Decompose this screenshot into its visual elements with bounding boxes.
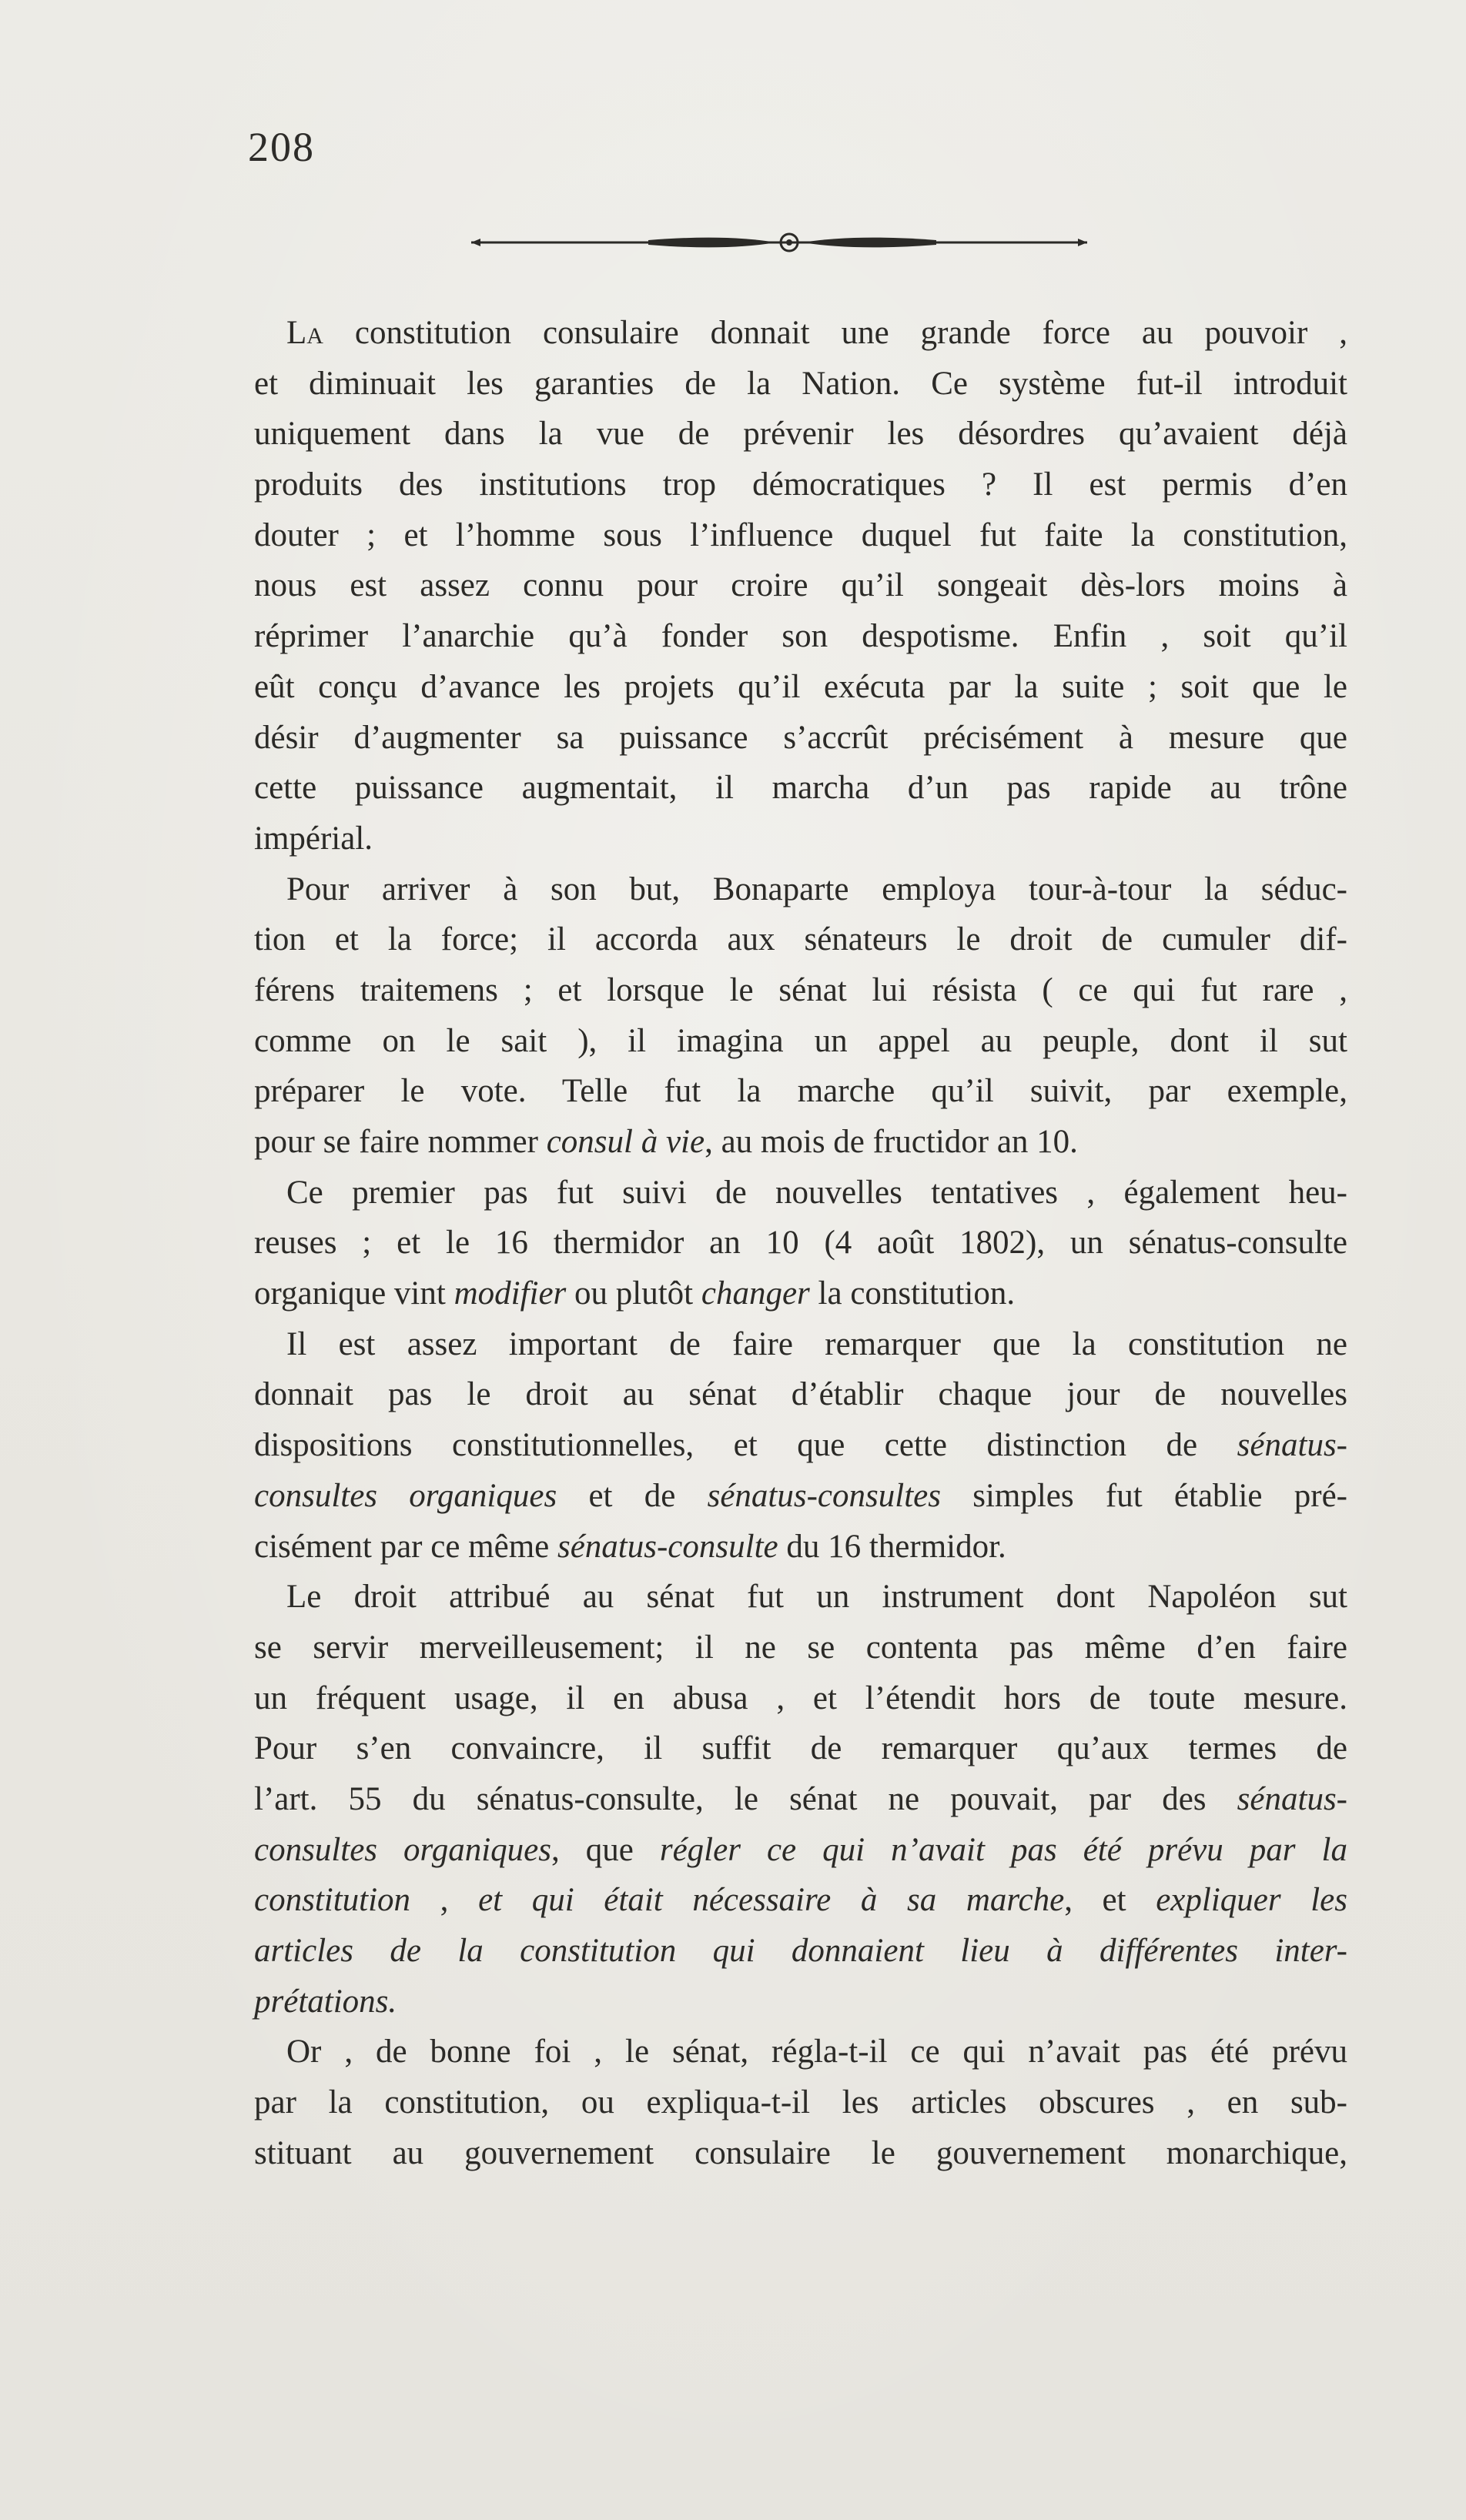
text-line: nous est assez connu pour croire qu’il songeait dès-lors moins à: [254, 567, 1347, 604]
text-span: simples fut établie pré-: [940, 1477, 1347, 1514]
text-line: désir d’augmenter sa puissance s’accrût précisément à mesure que: [254, 719, 1347, 756]
italic-text: sénatus-consultes: [707, 1477, 941, 1514]
text-line: uniquement dans la vue de prévenir les désordres qu’avaient déjà: [254, 416, 1347, 453]
italic-text: consul à vie: [546, 1124, 705, 1160]
text-line: reuses ; et le 16 thermidor an 10 (4 août 1802), un sénatus-consulte: [254, 1225, 1347, 1262]
text-span: ou plutôt: [566, 1275, 701, 1312]
text-line: se servir merveilleusement; il ne se contenta pas même d’en faire: [254, 1629, 1347, 1666]
text-line: et diminuait les garanties de la Nation. Ce système fut-il introduit: [254, 365, 1347, 402]
text-line: produits des institutions trop démocratiques ? Il est permis d’en: [254, 466, 1347, 503]
italic-text: sénatus-: [1237, 1780, 1347, 1817]
text-line: Le droit attribué au sénat fut un instrument dont Napoléon sut: [286, 1579, 1347, 1616]
text-span: du 16 thermidor.: [778, 1528, 1006, 1565]
text-span: , au mois de fructidor an 10.: [705, 1124, 1078, 1160]
small-caps-lead: La: [286, 315, 323, 351]
italic-text: régler ce qui n’avait pas été prévu par la: [659, 1831, 1347, 1868]
italic-text: sénatus-consulte: [557, 1528, 778, 1565]
italic-text: sénatus-: [1237, 1427, 1347, 1464]
text-line: impérial.: [254, 820, 373, 857]
text-line: [254, 1117, 1347, 1168]
page-number: 208: [248, 124, 315, 170]
text-line: stituant au gouvernement consulaire le gouvernement monarchique,: [254, 2134, 1347, 2171]
text-line: comme on le sait ), il imagina un appel au peuple, dont il sut: [254, 1022, 1347, 1059]
text-line: réprimer l’anarchie qu’à fonder son despotisme. Enfin , soit qu’il: [254, 618, 1347, 655]
italic-text: changer: [701, 1275, 810, 1312]
text-line: [254, 1522, 1347, 1572]
text-line: Ce premier pas fut suivi de nouvelles tentatives , également heu-: [286, 1174, 1347, 1211]
text-line: [254, 308, 1347, 359]
italic-text: et qui était nécessaire à sa marche: [478, 1882, 1065, 1919]
text-line: eût conçu d’avance les projets qu’il exécuta par la suite ; soit que le: [254, 668, 1347, 705]
text-span: , et: [1064, 1882, 1156, 1919]
text-span: organique vint: [254, 1275, 454, 1312]
text-line: donnait pas le droit au sénat d’établir chaque jour de nouvelles: [254, 1376, 1347, 1413]
ornament-divider: [471, 223, 1101, 262]
text-line: Pour arriver à son but, Bonaparte employa tour-à-tour la séduc-: [286, 871, 1347, 907]
text-line: Il est assez important de faire remarquer que la constitution ne: [286, 1325, 1347, 1362]
text-line: [254, 1774, 1347, 1825]
text-span: et de: [557, 1477, 708, 1514]
text-line: [254, 1875, 1347, 1926]
italic-text: consultes organiques: [254, 1477, 557, 1514]
text-line: cette puissance augmentait, il marcha d’un pas rapide au trône: [254, 770, 1347, 807]
italic-text: modifier: [454, 1275, 567, 1312]
text-line: Pour s’en convaincre, il suffit de remarquer qu’aux termes de: [254, 1730, 1347, 1767]
text-line: par la constitution, ou expliqua-t-il les articles obscures , en sub-: [254, 2084, 1347, 2121]
text-line: Or , de bonne foi , le sénat, régla-t-il ce qui n’avait pas été prévu: [286, 2034, 1347, 2070]
text-span: , que: [551, 1831, 660, 1868]
italic-text: consultes organiques: [254, 1831, 551, 1868]
italic-text: expliquer les: [1156, 1882, 1347, 1919]
text-line: [254, 1977, 1347, 2027]
text-span: l’art. 55 du sénatus-consulte, le sénat ne pouvait, par des: [254, 1780, 1237, 1817]
text-line: [254, 1825, 1347, 1876]
italic-text: prétations.: [254, 1983, 397, 2020]
text-line: tion et la force; il accorda aux sénateurs le droit de cumuler dif-: [254, 921, 1347, 958]
body-text: [254, 308, 1347, 2178]
text-line: [254, 1268, 1347, 1319]
text-line: férens traitemens ; et lorsque le sénat lui résista ( ce qui fut rare ,: [254, 971, 1347, 1008]
italic-text: articles de la constitution qui donnaient lieu à différentes inter-: [254, 1933, 1347, 1969]
text-span: dispositions constitutionnelles, et que cette distinction de: [254, 1427, 1237, 1464]
text-line: douter ; et l’homme sous l’influence duquel fut faite la constitution,: [254, 516, 1347, 553]
text-span: pour se faire nommer: [254, 1124, 547, 1160]
text-line: préparer le vote. Telle fut la marche qu’il suivit, par exemple,: [254, 1073, 1347, 1110]
text-line: [254, 1926, 1347, 1977]
text-line: un fréquent usage, il en abusa , et l’étendit hors de toute mesure.: [254, 1679, 1347, 1716]
text-span: ,: [410, 1882, 479, 1919]
text-span: la constitution.: [809, 1275, 1016, 1312]
italic-text: constitution: [254, 1882, 411, 1919]
text-line: [254, 1420, 1347, 1471]
text-span: cisément par ce même: [254, 1528, 557, 1565]
text-line: [254, 1471, 1347, 1522]
text-span: constitution consulaire donnait une grande force au pouvoir ,: [323, 315, 1347, 351]
